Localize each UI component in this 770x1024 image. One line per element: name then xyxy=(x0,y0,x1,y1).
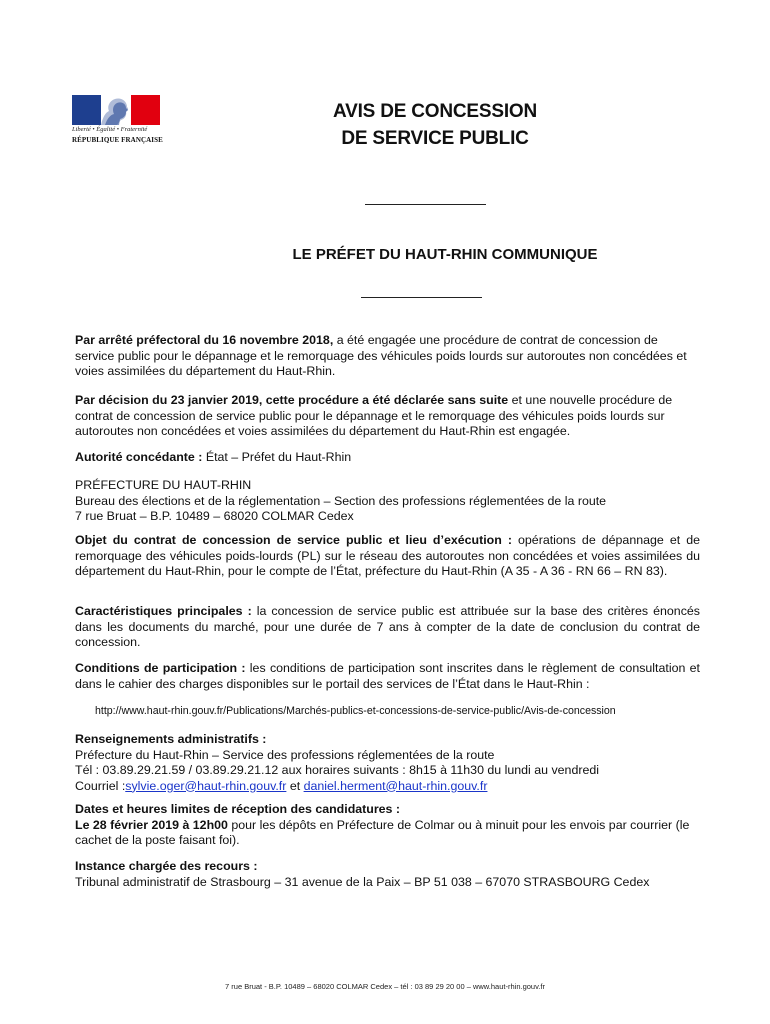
logo-motto: Liberté • Égalité • Fraternité xyxy=(72,126,148,133)
prefecture-line3: 7 rue Bruat – B.P. 10489 – 68020 COLMAR Cedex xyxy=(75,509,354,523)
recours-label: Instance chargée des recours : xyxy=(75,859,258,873)
paragraph-decision xyxy=(75,393,700,440)
paragraph-dates xyxy=(75,802,700,849)
dates-text: pour les dépôts en Préfecture de Colmar ou à minuit pour les envois par courrier (le cachet de la poste faisant foi). xyxy=(75,817,690,847)
rens-line1: Préfecture du Haut-Rhin – Service des professions réglementées de la route xyxy=(75,747,495,762)
email-link-oger[interactable]: sylvie.oger@haut-rhin.gouv.fr xyxy=(125,778,287,793)
communique-heading: LE PRÉFET DU HAUT-RHIN COMMUNIQUE xyxy=(292,246,598,263)
divider xyxy=(361,297,482,298)
paragraph-authority xyxy=(75,450,700,466)
dates-label: Dates et heures limites de réception des candidatures : xyxy=(75,802,401,816)
recours-text: Tribunal administratif de Strasbourg – 31 avenue de la Paix – BP 51 038 – 67070 STRASBOURG Cedex xyxy=(75,874,650,889)
page-title-line1: AVIS DE CONCESSION xyxy=(332,101,538,122)
marianne-profile-icon xyxy=(95,95,135,125)
rens-et: et xyxy=(286,778,304,793)
rens-label: Renseignements administratifs : xyxy=(75,732,267,746)
paragraph-objet xyxy=(75,533,700,580)
decision-bold: Par décision du 23 janvier 2019, cette procédure a été déclarée sans suite xyxy=(75,393,509,407)
email-link-herment[interactable]: daniel.herment@haut-rhin.gouv.fr xyxy=(303,778,488,793)
carac-text: la concession de service public est attribuée sur la base des critères énoncés dans les documents du marché, pour une durée de 7 ans à compter de la date de conclusion du contrat de concession. xyxy=(75,604,700,649)
logo-name: RÉPUBLIQUE FRANÇAISE xyxy=(72,136,163,144)
prefecture-line2: Bureau des élections et de la réglementation – Section des professions réglementées de la route xyxy=(75,493,607,508)
rens-line2: Tél : 03.89.29.21.59 / 03.89.29.21.12 aux horaires suivants : 8h15 à 11h30 du lundi au vendredi xyxy=(75,763,599,777)
objet-label: Objet du contrat de concession de service public et lieu d’exécution : xyxy=(75,533,512,547)
page-title-line2: DE SERVICE PUBLIC xyxy=(341,128,529,149)
objet-text: opérations de dépannage et de remorquage des véhicules poids-lourds (PL) sur le réseau des autoroutes non concédées et voies assimilées du département du Haut-Rhin, pour le compte de l’État, préfecture du Haut-Rhin (A 35 - A 36 - RN 66 – RN 83). xyxy=(75,533,700,578)
paragraph-arrete xyxy=(75,333,700,380)
tricolor-flag-icon xyxy=(72,95,160,125)
paragraph-caracteristiques xyxy=(75,604,700,651)
page-footer: 7 rue Bruat - B.P. 10489 – 68020 COLMAR Cedex – tél : 03 89 29 20 00 – www.haut-rhin.gouv.fr xyxy=(225,982,545,991)
paragraph-conditions xyxy=(75,661,700,692)
dates-bold: Le 28 février 2019 à 12h00 xyxy=(75,817,228,832)
concession-url: http://www.haut-rhin.gouv.fr/Publications/Marchés-publics-et-concessions-de-service-public/Avis-de-concession xyxy=(95,705,616,717)
paragraph-renseignements xyxy=(75,732,700,794)
authority-label: Autorité concédante : xyxy=(75,450,203,464)
arrete-bold: Par arrêté préfectoral du 16 novembre 2018, xyxy=(75,333,334,347)
cond-label: Conditions de participation : xyxy=(75,661,246,675)
decision-text: et une nouvelle procédure de contrat de concession de service public pour le dépannage et le remorquage des véhicules poids lourds sur autoroutes non concédées et voies assimilées du département du Haut-Rhin est engagée. xyxy=(75,393,673,438)
divider xyxy=(365,204,486,205)
prefecture-address xyxy=(75,478,700,525)
authority-value: État – Préfet du Haut-Rhin xyxy=(202,450,352,464)
arrete-text: a été engagée une procédure de contrat de concession de service public pour le dépannage et le remorquage des véhicules poids lourds sur autoroutes non concédées et voies assimilées du département du Haut-Rhin. xyxy=(75,333,687,378)
rens-courriel: Courriel : xyxy=(75,778,126,793)
prefecture-line1: PRÉFECTURE DU HAUT-RHIN xyxy=(75,478,252,492)
paragraph-recours xyxy=(75,859,700,890)
cond-text: les conditions de participation sont inscrites dans le règlement de consultation et dans le cahier des charges disponibles sur le portail des services de l’État dans le Haut-Rhin : xyxy=(75,661,700,691)
marianne-logo xyxy=(70,95,162,147)
carac-label: Caractéristiques principales : xyxy=(75,604,252,618)
